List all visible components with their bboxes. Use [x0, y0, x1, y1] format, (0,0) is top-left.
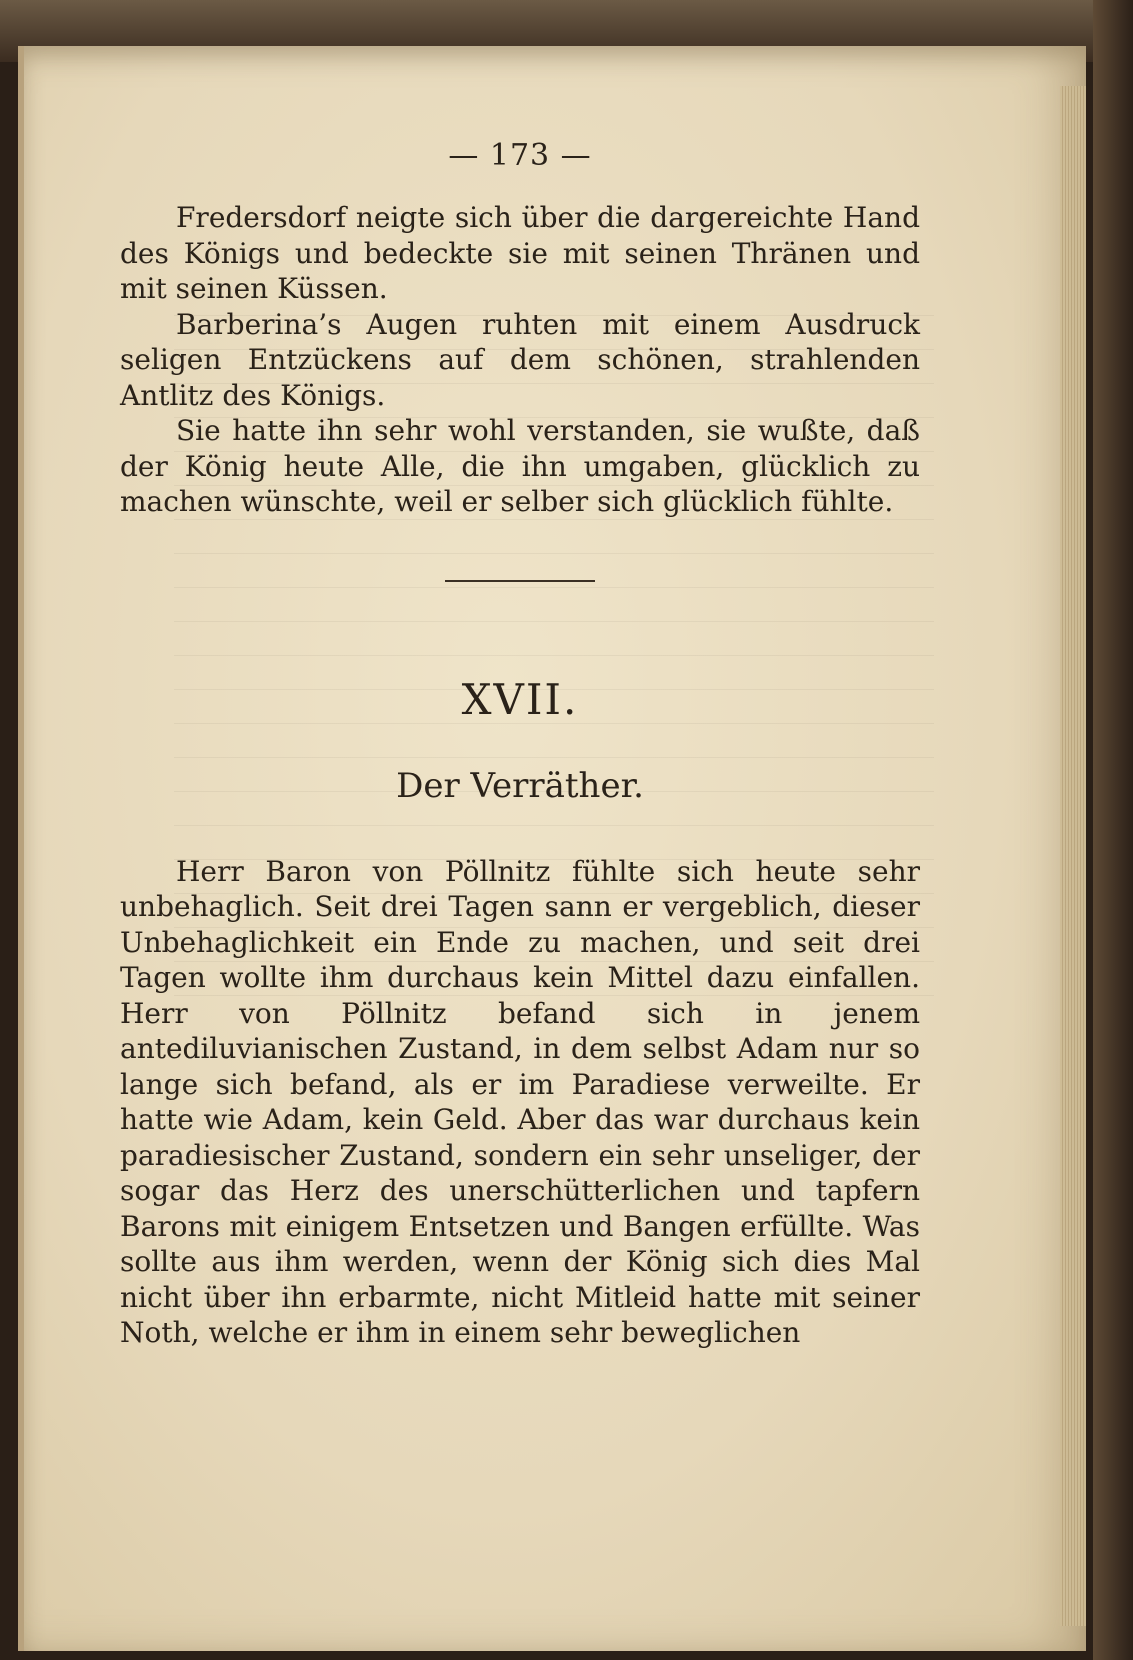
- section-divider: [445, 580, 595, 582]
- page-edges: [1060, 86, 1086, 1626]
- paragraph: Fredersdorf neigte sich über die dargereichte Hand des Königs und bedeckte sie mit seinen Thränen und mit seinen Küssen.: [120, 201, 920, 305]
- book-page: [18, 46, 1086, 1651]
- paragraph: Sie hatte ihn sehr wohl verstanden, sie wußte, daß der König heute Alle, die ihn umgaben, glücklich zu machen wünschte, weil er selber sich glücklich fühlte.: [120, 414, 920, 518]
- book-cover-right-edge: [1093, 0, 1133, 1660]
- paragraph: Barberina’s Augen ruhten mit einem Ausdruck seligen Entzückens auf dem schönen, strahlenden Antlitz des Königs.: [120, 307, 920, 412]
- paragraph: Herr Baron von Pöllnitz fühlte sich heute sehr unbehaglich. Seit drei Tagen sann er vergeblich, dieser Unbehaglichkeit ein Ende zu machen, und seit drei Tagen wollte ihm durchaus kein Mittel dazu einfallen. Herr von Pöllnitz befand sich in jenem antediluvianischen Zustand, in dem selbst Adam nur so lange sich befand, als er im Paradiese verweilte. Er hatte wie Adam, kein Geld. Aber das war durchaus kein paradiesischer Zustand, sondern ein sehr unseliger, der sogar das Herz des unerschütterlichen und tapfern Barons mit einigem Entsetzen und Bangen erfüllte. Was sollte aus ihm werden, wenn der König sich dies Mal nicht über ihn erbarmte, nicht Mitleid hatte mit seiner Noth, welche er ihm in einem sehr beweglichen: [120, 854, 920, 1349]
- chapter-title: Der Verräther.: [396, 765, 644, 806]
- page-content: [120, 136, 920, 1351]
- chapter-body: [120, 854, 920, 1351]
- page-number: — 173 —: [448, 138, 592, 173]
- chapter-number: XVII.: [461, 674, 579, 724]
